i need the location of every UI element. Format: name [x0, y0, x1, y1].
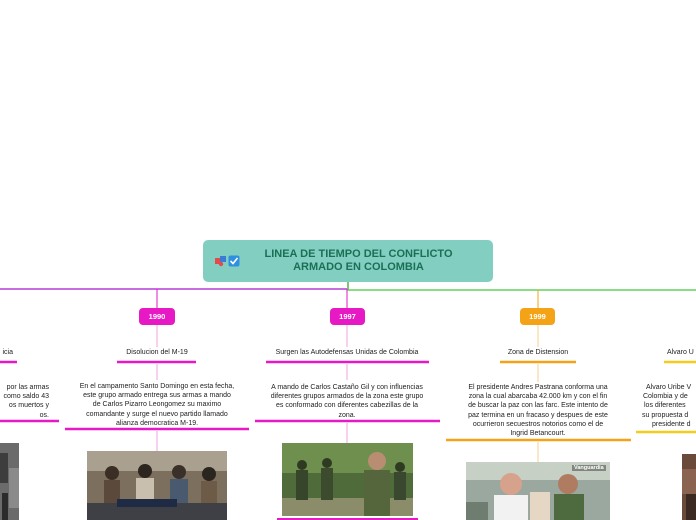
- title-icons: [214, 255, 242, 268]
- topic-1997[interactable]: Surgen las Autodefensas Unidas de Colombia: [275, 349, 419, 356]
- topic-partial-right[interactable]: Alvaro U: [667, 349, 694, 356]
- page-title: LINEA DE TIEMPO DEL CONFLICTO ARMADO EN COLOMBIA: [264, 248, 453, 273]
- photo-partial-left: [0, 443, 19, 520]
- branch-right: [348, 282, 696, 290]
- description-1999[interactable]: El presidente Andres Pastrana conforma una zona la cual abarcaba 42.000 km y con el fin de buscar la paz con las farc. Este intento de paz termina en un fracaso y despues de este ocurrieron secuestros notorios como el de Ingrid Betancourt.: [468, 384, 608, 438]
- photo-1999: [466, 462, 610, 520]
- description-1997[interactable]: A mando de Carlos Castaño Gil y con influencias diferentes grupos armados de la zona este grupo es conformado con diferentes cabezillas de la zona.: [270, 384, 424, 419]
- year-badge-1999[interactable]: 1999: [520, 308, 555, 325]
- description-partial-left[interactable]: por las armas como saldo 43 os muertos y os.: [3, 384, 49, 419]
- topic-1990[interactable]: Disolucion del M-19: [126, 349, 188, 356]
- year-badge-1990[interactable]: 1990: [139, 308, 175, 325]
- root-topic[interactable]: [203, 240, 493, 282]
- description-partial-right[interactable]: Alvaro Uribe V Colombia y de los diferentes su propuesta d presidente d: [642, 384, 692, 428]
- photo-1990: [87, 451, 227, 520]
- checkbox-icon: [228, 255, 240, 267]
- year-badge-1997[interactable]: 1997: [330, 308, 365, 325]
- puzzle-icon: [214, 255, 228, 268]
- photo-partial-right: [682, 454, 696, 520]
- description-1990[interactable]: En el campamento Santo Domingo en esta fecha, este grupo armado entrega sus armas a mando de Carlos Pizarro Leongomez su maximo comandante y surge el nuevo partido llamado alianza democratica M-19.: [79, 383, 235, 427]
- photo-1997: [282, 443, 413, 516]
- photo-watermark: Vanguardia: [574, 465, 604, 471]
- branch-left: [0, 282, 348, 289]
- topic-1999[interactable]: Zona de Distension: [507, 349, 569, 356]
- topic-partial-left[interactable]: icia: [2, 349, 13, 356]
